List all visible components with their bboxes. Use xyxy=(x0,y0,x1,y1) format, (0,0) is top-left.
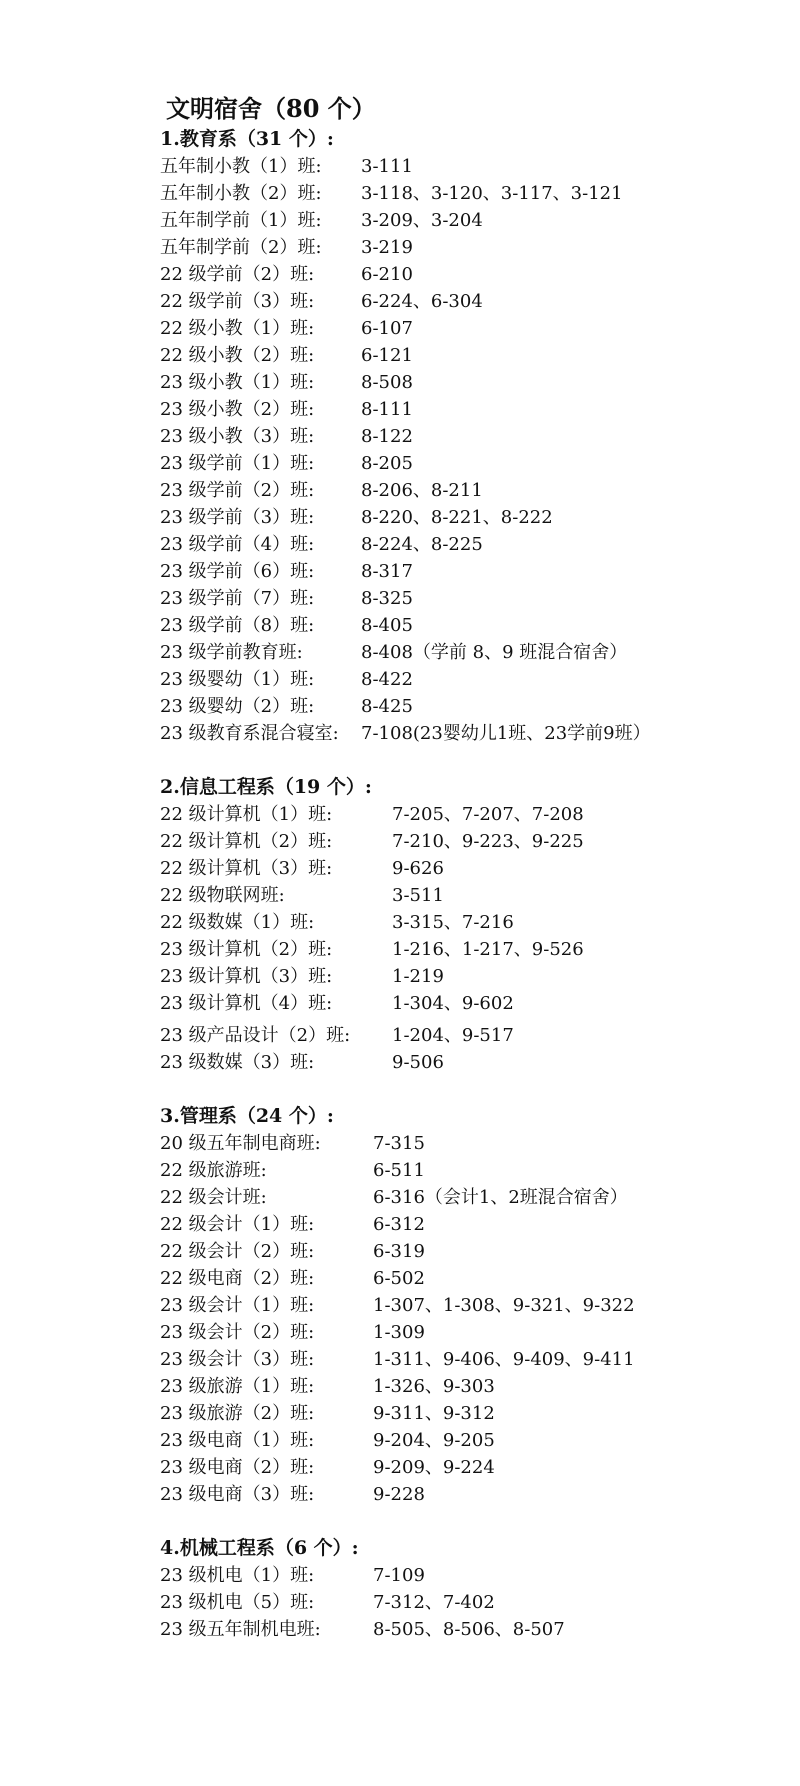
dorm-rooms: 1-304、9-602 xyxy=(392,993,514,1014)
dorm-row xyxy=(160,288,780,315)
class-name: 23 级五年制机电班: xyxy=(160,1619,321,1640)
dorm-rooms: 6-312 xyxy=(373,1214,425,1235)
class-name: 23 级学前（7）班: xyxy=(160,588,315,609)
dorm-row xyxy=(160,1211,780,1238)
dorm-rooms: 8-405 xyxy=(361,615,413,636)
dorm-rooms: 9-506 xyxy=(392,1052,444,1073)
dorm-rooms: 1-204、9-517 xyxy=(392,1025,514,1046)
class-name: 22 级数媒（1）班: xyxy=(160,912,315,933)
dorm-rooms: 1-219 xyxy=(392,966,444,987)
document-page xyxy=(160,92,780,1643)
dorm-rooms: 9-204、9-205 xyxy=(373,1430,495,1451)
class-name: 23 级机电（5）班: xyxy=(160,1592,315,1613)
section-heading: 4.机械工程系（6 个）: xyxy=(160,1537,359,1559)
dorm-row xyxy=(160,1238,780,1265)
dorm-row xyxy=(160,234,780,261)
dorm-rooms: 8-325 xyxy=(361,588,413,609)
dorm-rooms: 9-209、9-224 xyxy=(373,1457,495,1478)
class-name: 22 级学前（3）班: xyxy=(160,291,315,312)
dorm-row xyxy=(160,1022,780,1049)
dorm-row xyxy=(160,558,780,585)
dorm-rooms: 9-228 xyxy=(373,1484,425,1505)
class-name: 22 级学前（2）班: xyxy=(160,264,315,285)
dorm-row xyxy=(160,909,780,936)
dorm-row xyxy=(160,1184,780,1211)
class-name: 22 级计算机（2）班: xyxy=(160,831,333,852)
dorm-row xyxy=(160,666,780,693)
section-gap xyxy=(160,1076,780,1103)
class-name: 23 级旅游（2）班: xyxy=(160,1403,315,1424)
class-name: 22 级电商（2）班: xyxy=(160,1268,315,1289)
class-name: 23 级婴幼（1）班: xyxy=(160,669,315,690)
dorm-rooms: 6-316（会计1、2班混合宿舍） xyxy=(373,1187,628,1208)
dorm-row xyxy=(160,369,780,396)
dorm-row xyxy=(160,882,780,909)
class-name: 22 级计算机（3）班: xyxy=(160,858,333,879)
dorm-rooms: 3-511 xyxy=(392,885,444,906)
dorm-row xyxy=(160,1589,780,1616)
class-name: 23 级旅游（1）班: xyxy=(160,1376,315,1397)
dorm-row xyxy=(160,585,780,612)
dorm-rooms: 7-315 xyxy=(373,1133,425,1154)
class-name: 23 级电商（3）班: xyxy=(160,1484,315,1505)
dorm-rooms: 6-121 xyxy=(361,345,413,366)
section-gap xyxy=(160,747,780,774)
department-section xyxy=(160,1535,780,1643)
document-title: 文明宿舍（80 个） xyxy=(166,94,376,123)
dorm-rooms: 8-425 xyxy=(361,696,413,717)
dorm-rooms: 3-118、3-120、3-117、3-121 xyxy=(361,183,623,204)
dorm-rooms: 8-220、8-221、8-222 xyxy=(361,507,553,528)
department-section xyxy=(160,126,780,747)
dorm-row xyxy=(160,1373,780,1400)
dorm-row xyxy=(160,207,780,234)
dorm-rooms: 8-408（学前 8、9 班混合宿舍） xyxy=(361,642,628,663)
dorm-row xyxy=(160,990,780,1017)
dorm-row xyxy=(160,1562,780,1589)
class-name: 22 级计算机（1）班: xyxy=(160,804,333,825)
dorm-rooms: 8-508 xyxy=(361,372,413,393)
dorm-row xyxy=(160,531,780,558)
dorm-row xyxy=(160,1454,780,1481)
class-name: 23 级机电（1）班: xyxy=(160,1565,315,1586)
class-name: 23 级学前（2）班: xyxy=(160,480,315,501)
class-name: 22 级物联网班: xyxy=(160,885,285,906)
dorm-row xyxy=(160,1130,780,1157)
dorm-rooms: 8-111 xyxy=(361,399,413,420)
dorm-row xyxy=(160,396,780,423)
dorm-rooms: 7-108(23婴幼儿1班、23学前9班） xyxy=(361,723,651,744)
dorm-rooms: 1-307、1-308、9-321、9-322 xyxy=(373,1295,635,1316)
dorm-rooms: 8-224、8-225 xyxy=(361,534,483,555)
dorm-rooms: 6-511 xyxy=(373,1160,425,1181)
dorm-row xyxy=(160,963,780,990)
dorm-rooms: 8-205 xyxy=(361,453,413,474)
dorm-row xyxy=(160,720,780,747)
class-name: 23 级小教（3）班: xyxy=(160,426,315,447)
section-heading: 1.教育系（31 个）: xyxy=(160,128,334,150)
dorm-rooms: 8-122 xyxy=(361,426,413,447)
dorm-row xyxy=(160,612,780,639)
dorm-row xyxy=(160,1049,780,1076)
dorm-rooms: 8-505、8-506、8-507 xyxy=(373,1619,565,1640)
class-name: 23 级会计（1）班: xyxy=(160,1295,315,1316)
dorm-rooms: 6-107 xyxy=(361,318,413,339)
class-name: 23 级小教（1）班: xyxy=(160,372,315,393)
class-name: 23 级计算机（2）班: xyxy=(160,939,333,960)
sections-container xyxy=(160,126,780,1643)
class-name: 23 级产品设计（2）班: xyxy=(160,1025,351,1046)
class-name: 22 级会计班: xyxy=(160,1187,267,1208)
dorm-row xyxy=(160,1616,780,1643)
dorm-row xyxy=(160,342,780,369)
class-name: 23 级数媒（3）班: xyxy=(160,1052,315,1073)
dorm-row xyxy=(160,801,780,828)
class-name: 五年制小教（2）班: xyxy=(160,183,322,204)
dorm-row xyxy=(160,261,780,288)
dorm-row xyxy=(160,855,780,882)
department-section xyxy=(160,1103,780,1508)
dorm-row xyxy=(160,1265,780,1292)
class-name: 23 级学前（8）班: xyxy=(160,615,315,636)
class-name: 22 级小教（1）班: xyxy=(160,318,315,339)
dorm-rooms: 3-315、7-216 xyxy=(392,912,514,933)
dorm-row xyxy=(160,504,780,531)
dorm-rooms: 6-210 xyxy=(361,264,413,285)
class-name: 23 级电商（2）班: xyxy=(160,1457,315,1478)
dorm-row xyxy=(160,1400,780,1427)
class-name: 23 级婴幼（2）班: xyxy=(160,696,315,717)
dorm-rooms: 1-311、9-406、9-409、9-411 xyxy=(373,1349,635,1370)
dorm-rooms: 1-309 xyxy=(373,1322,425,1343)
dorm-row xyxy=(160,1319,780,1346)
dorm-row xyxy=(160,450,780,477)
dorm-rooms: 6-319 xyxy=(373,1241,425,1262)
class-name: 23 级学前（4）班: xyxy=(160,534,315,555)
class-name: 23 级计算机（3）班: xyxy=(160,966,333,987)
class-name: 五年制小教（1）班: xyxy=(160,156,322,177)
department-section xyxy=(160,774,780,1076)
dorm-row xyxy=(160,936,780,963)
dorm-row xyxy=(160,1157,780,1184)
class-name: 23 级学前（3）班: xyxy=(160,507,315,528)
dorm-row xyxy=(160,423,780,450)
dorm-rooms: 3-209、3-204 xyxy=(361,210,483,231)
dorm-row xyxy=(160,693,780,720)
class-name: 23 级会计（3）班: xyxy=(160,1349,315,1370)
dorm-rooms: 7-210、9-223、9-225 xyxy=(392,831,584,852)
class-name: 五年制学前（1）班: xyxy=(160,210,322,231)
class-name: 23 级学前教育班: xyxy=(160,642,303,663)
dorm-row xyxy=(160,828,780,855)
class-name: 22 级旅游班: xyxy=(160,1160,267,1181)
class-name: 22 级小教（2）班: xyxy=(160,345,315,366)
dorm-row xyxy=(160,1346,780,1373)
class-name: 23 级会计（2）班: xyxy=(160,1322,315,1343)
dorm-rooms: 9-311、9-312 xyxy=(373,1403,495,1424)
class-name: 23 级学前（1）班: xyxy=(160,453,315,474)
dorm-row xyxy=(160,1292,780,1319)
dorm-rooms: 7-109 xyxy=(373,1565,425,1586)
dorm-rooms: 1-216、1-217、9-526 xyxy=(392,939,584,960)
dorm-row xyxy=(160,180,780,207)
dorm-row xyxy=(160,1427,780,1454)
dorm-rooms: 8-206、8-211 xyxy=(361,480,483,501)
class-name: 23 级教育系混合寝室: xyxy=(160,723,339,744)
dorm-row xyxy=(160,1481,780,1508)
section-heading: 2.信息工程系（19 个）: xyxy=(160,776,372,798)
class-name: 五年制学前（2）班: xyxy=(160,237,322,258)
dorm-rooms: 3-111 xyxy=(361,156,413,177)
section-heading: 3.管理系（24 个）: xyxy=(160,1105,334,1127)
class-name: 23 级计算机（4）班: xyxy=(160,993,333,1014)
dorm-rooms: 7-205、7-207、7-208 xyxy=(392,804,584,825)
dorm-rooms: 6-224、6-304 xyxy=(361,291,483,312)
class-name: 20 级五年制电商班: xyxy=(160,1133,321,1154)
dorm-rooms: 6-502 xyxy=(373,1268,425,1289)
class-name: 22 级会计（1）班: xyxy=(160,1214,315,1235)
dorm-row xyxy=(160,639,780,666)
class-name: 23 级学前（6）班: xyxy=(160,561,315,582)
dorm-row xyxy=(160,477,780,504)
dorm-row xyxy=(160,315,780,342)
class-name: 23 级电商（1）班: xyxy=(160,1430,315,1451)
dorm-rooms: 9-626 xyxy=(392,858,444,879)
dorm-rooms: 1-326、9-303 xyxy=(373,1376,495,1397)
dorm-rooms: 8-317 xyxy=(361,561,413,582)
class-name: 22 级会计（2）班: xyxy=(160,1241,315,1262)
dorm-rooms: 7-312、7-402 xyxy=(373,1592,495,1613)
dorm-rooms: 8-422 xyxy=(361,669,413,690)
dorm-rooms: 3-219 xyxy=(361,237,413,258)
section-gap xyxy=(160,1508,780,1535)
dorm-row xyxy=(160,153,780,180)
class-name: 23 级小教（2）班: xyxy=(160,399,315,420)
